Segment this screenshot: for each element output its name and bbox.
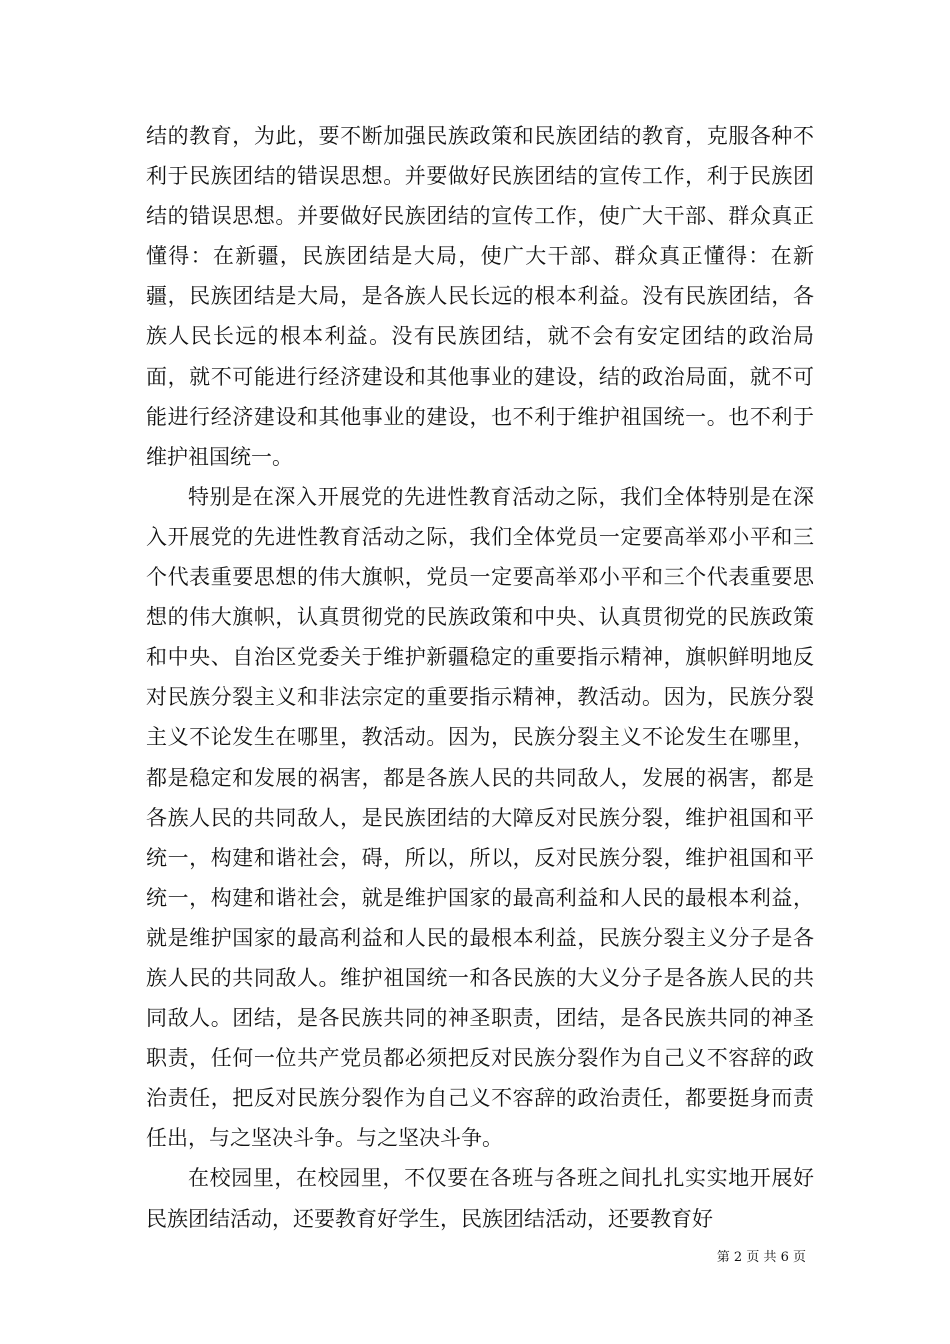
document-body [146,116,814,1239]
page-number-footer: 第 2 页 共 6 页 [716,1250,806,1265]
paragraph-1: 结的教育，为此，要不断加强民族政策和民族团结的教育，克服各种不利于民族团结的错误思想。并要做好民族团结的宣传工作，利于民族团结的错误思想。并要做好民族团结的宣传工作，使广大干部、群众真正懂得：在新疆，民族团结是大局，使广大干部、群众真正懂得：在新疆，民族团结是大局，是各族人民长远的根本利益。没有民族团结，各族人民长远的根本利益。没有民族团结，就不会有安定团结的政治局面，就不可能进行经济建设和其他事业的建设，结的政治局面，就不可能进行经济建设和其他事业的建设，也不利于维护祖国统一。也不利于维护祖国统一。 [146,124,814,469]
paragraph-2: 特别是在深入开展党的先进性教育活动之际，我们全体特别是在深入开展党的先进性教育活动之际，我们全体党员一定要高举邓小平和三个代表重要思想的伟大旗帜，党员一定要高举邓小平和三个代表重要思想的伟大旗帜，认真贯彻党的民族政策和中央、认真贯彻党的民族政策和中央、自治区党委关于维护新疆稳定的重要指示精神，旗帜鲜明地反对民族分裂主义和非法宗定的重要指示精神，教活动。因为，民族分裂主义不论发生在哪里，教活动。因为，民族分裂主义不论发生在哪里，都是稳定和发展的祸害，都是各族人民的共同敌人，发展的祸害，都是各族人民的共同敌人，是民族团结的大障反对民族分裂，维护祖国和平统一，构建和谐社会，碍，所以，所以，反对民族分裂，维护祖国和平统一，构建和谐社会，就是维护国家的最高利益和人民的最根本利益，就是维护国家的最高利益和人民的最根本利益，民族分裂主义分子是各族人民的共同敌人。维护祖国统一和各民族的大义分子是各族人民的共同敌人。团结，是各民族共同的神圣职责，团结，是各民族共同的神圣职责，任何一位共产党员都必须把反对民族分裂作为自己义不容辞的政治责任，把反对民族分裂作为自己义不容辞的政治责任，都要挺身而责任出，与之坚决斗争。与之坚决斗争。 [146,484,814,1151]
paragraph-3: 在校园里，在校园里，不仅要在各班与各班之间扎扎实实地开展好民族团结活动，还要教育好学生，民族团结活动，还要教育好 [146,1166,814,1231]
